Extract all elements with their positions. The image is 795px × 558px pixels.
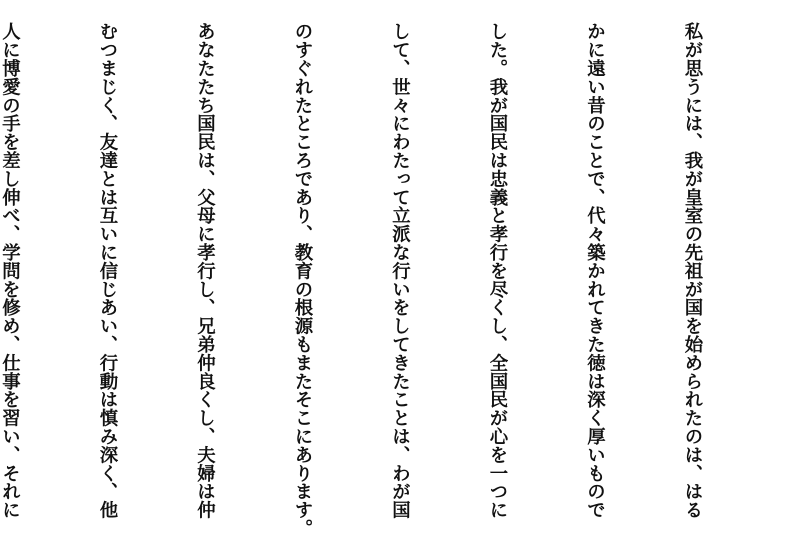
text-line: した。我が国民は忠義と孝行を尽くし、全国民が心を一つに (487, 22, 508, 519)
text-line: 私が思うには、我が皇室の先祖が国を始められたのは、はる (682, 22, 703, 519)
text-line: 人に博愛の手を差し伸べ、学問を修め、仕事を習い、それに (0, 22, 21, 519)
text-line: むつまじく、友達とは互いに信じあい、行動は慎み深く、他 (97, 22, 118, 519)
text-line: して、世々にわたって立派な行いをしてきたことは、わが国 (389, 22, 411, 519)
text-line: あなたたち国民は、父母に孝行し、兄弟仲良くし、夫婦は仲 (194, 22, 216, 519)
text-line: かに遠い昔のことで、代々築かれてきた徳は深く厚いもので (584, 22, 606, 519)
vertical-text-block (0, 22, 773, 542)
text-line: のすぐれたところであり、教育の根源もまたそこにあります。 (292, 22, 313, 538)
